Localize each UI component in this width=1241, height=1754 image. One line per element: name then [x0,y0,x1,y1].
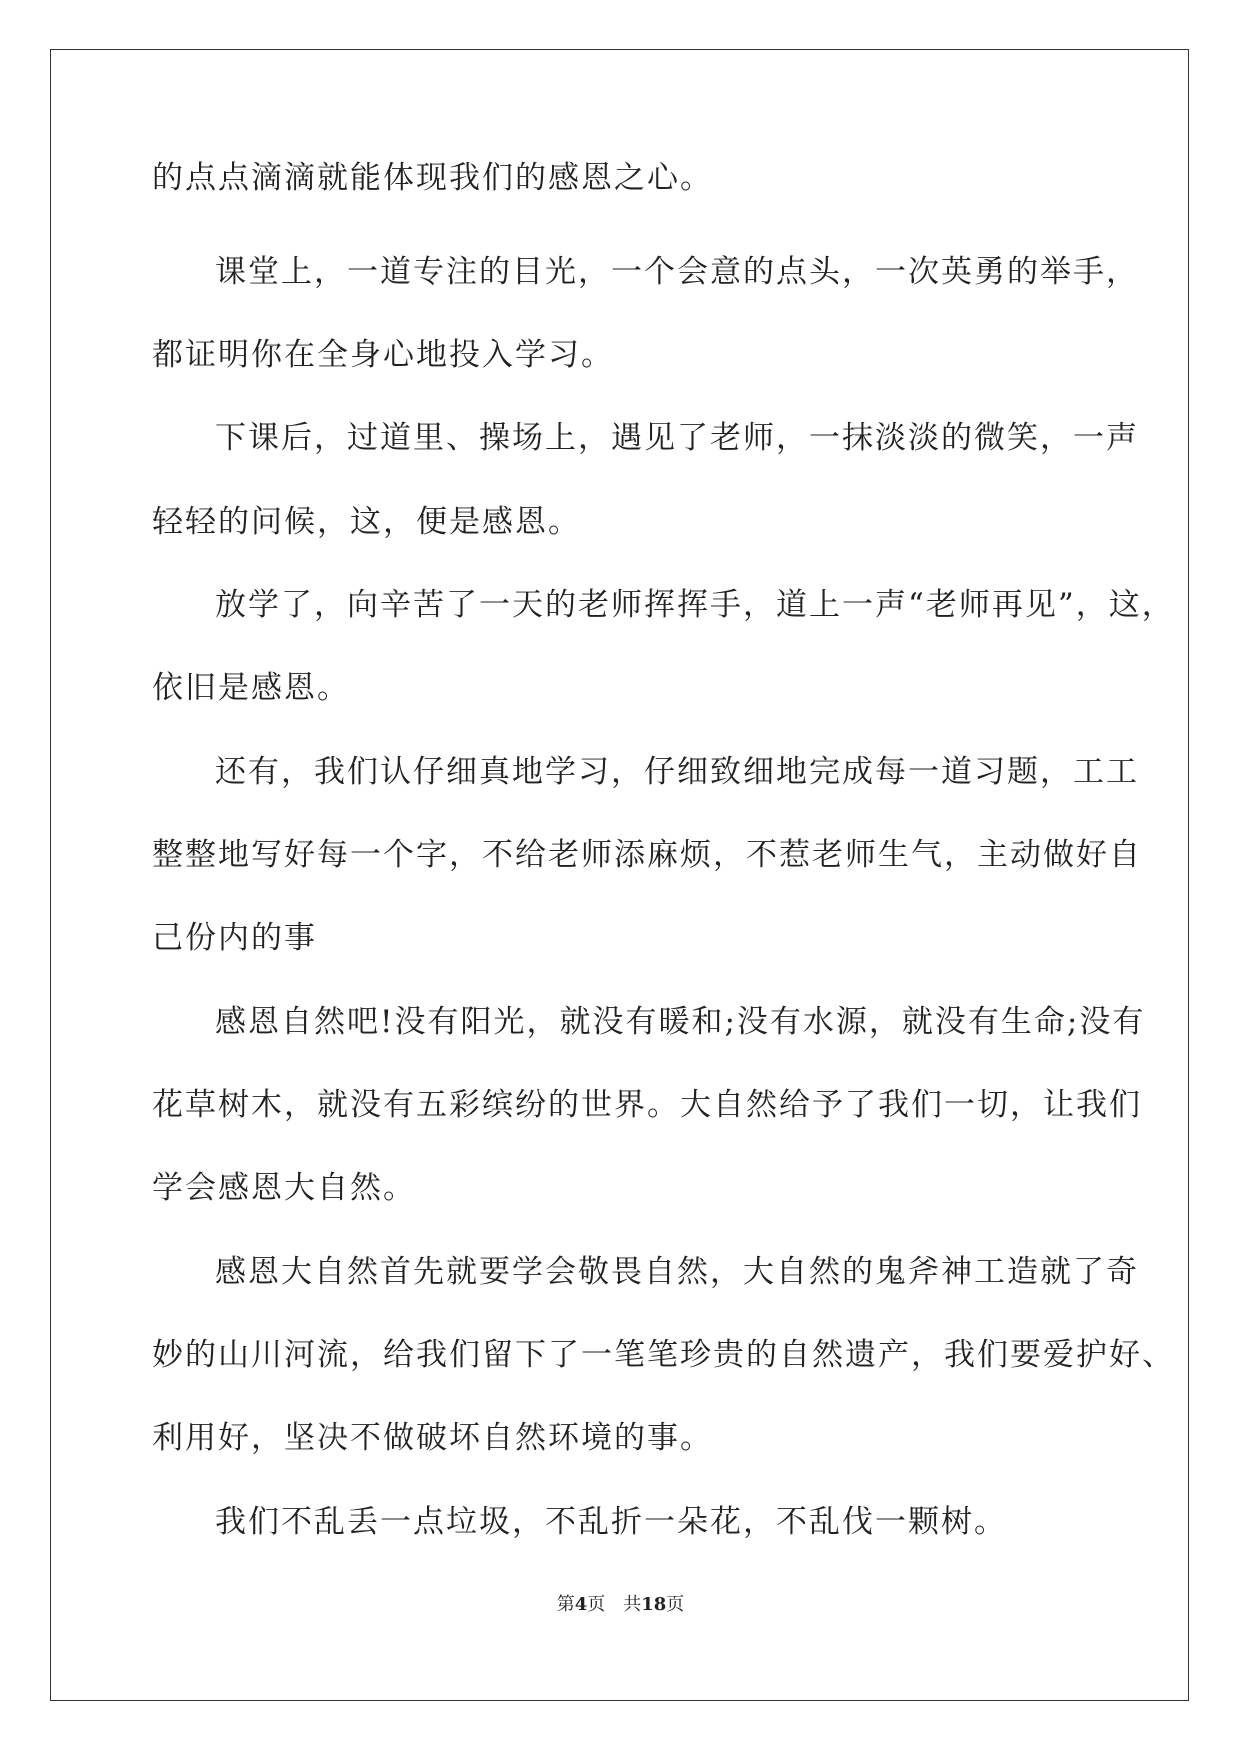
text-line: 学会感恩大自然。 [152,1170,416,1206]
paragraph-first-line: 还有，我们认仔细真地学习，仔细致细地完成每一道习题，工工 [215,754,1139,790]
text-line: 都证明你在全身心地投入学习。 [152,337,614,373]
text-line: 依旧是感恩。 [152,670,350,706]
page-footer [0,1593,1241,1617]
text-line: 的点点滴滴就能体现我们的感恩之心。 [152,160,713,196]
page-prefix: 第 [556,1594,575,1615]
text-line: 整整地写好每一个字，不给老师添麻烦，不惹老师生气，主动做好自 [152,837,1142,873]
page-suffix: 页 [587,1594,606,1615]
paragraph-first-line: 下课后，过道里、操场上，遇见了老师，一抹淡淡的微笑，一声 [215,420,1139,456]
text-line: 利用好，坚决不做破坏自然环境的事。 [152,1420,713,1456]
total-prefix: 共 [623,1594,642,1615]
paragraph-first-line: 感恩大自然首先就要学会敬畏自然，大自然的鬼斧神工造就了奇 [215,1254,1139,1290]
total-pages: 18 [641,1594,667,1615]
text-line: 轻轻的问候，这，便是感恩。 [152,504,581,540]
paragraph-first-line: 课堂上，一道专注的目光，一个会意的点头，一次英勇的举手， [215,254,1139,290]
text-line: 妙的山川河流，给我们留下了一笔笔珍贵的自然遗产，我们要爱护好、 [152,1337,1175,1373]
text-line: 己份内的事 [152,920,317,956]
text-line: 花草树木，就没有五彩缤纷的世界。大自然给予了我们一切，让我们 [152,1087,1142,1123]
paragraph-first-line: 感恩自然吧!没有阳光，就没有暖和;没有水源，就没有生命;没有 [215,1004,1146,1040]
paragraph-first-line: 放学了，向辛苦了一天的老师挥挥手，道上一声“老师再见”，这， [215,587,1175,623]
paragraph-first-line: 我们不乱丢一点垃圾，不乱折一朵花，不乱伐一颗树。 [215,1504,1007,1540]
page-number: 4 [574,1594,588,1615]
total-suffix: 页 [666,1594,685,1615]
